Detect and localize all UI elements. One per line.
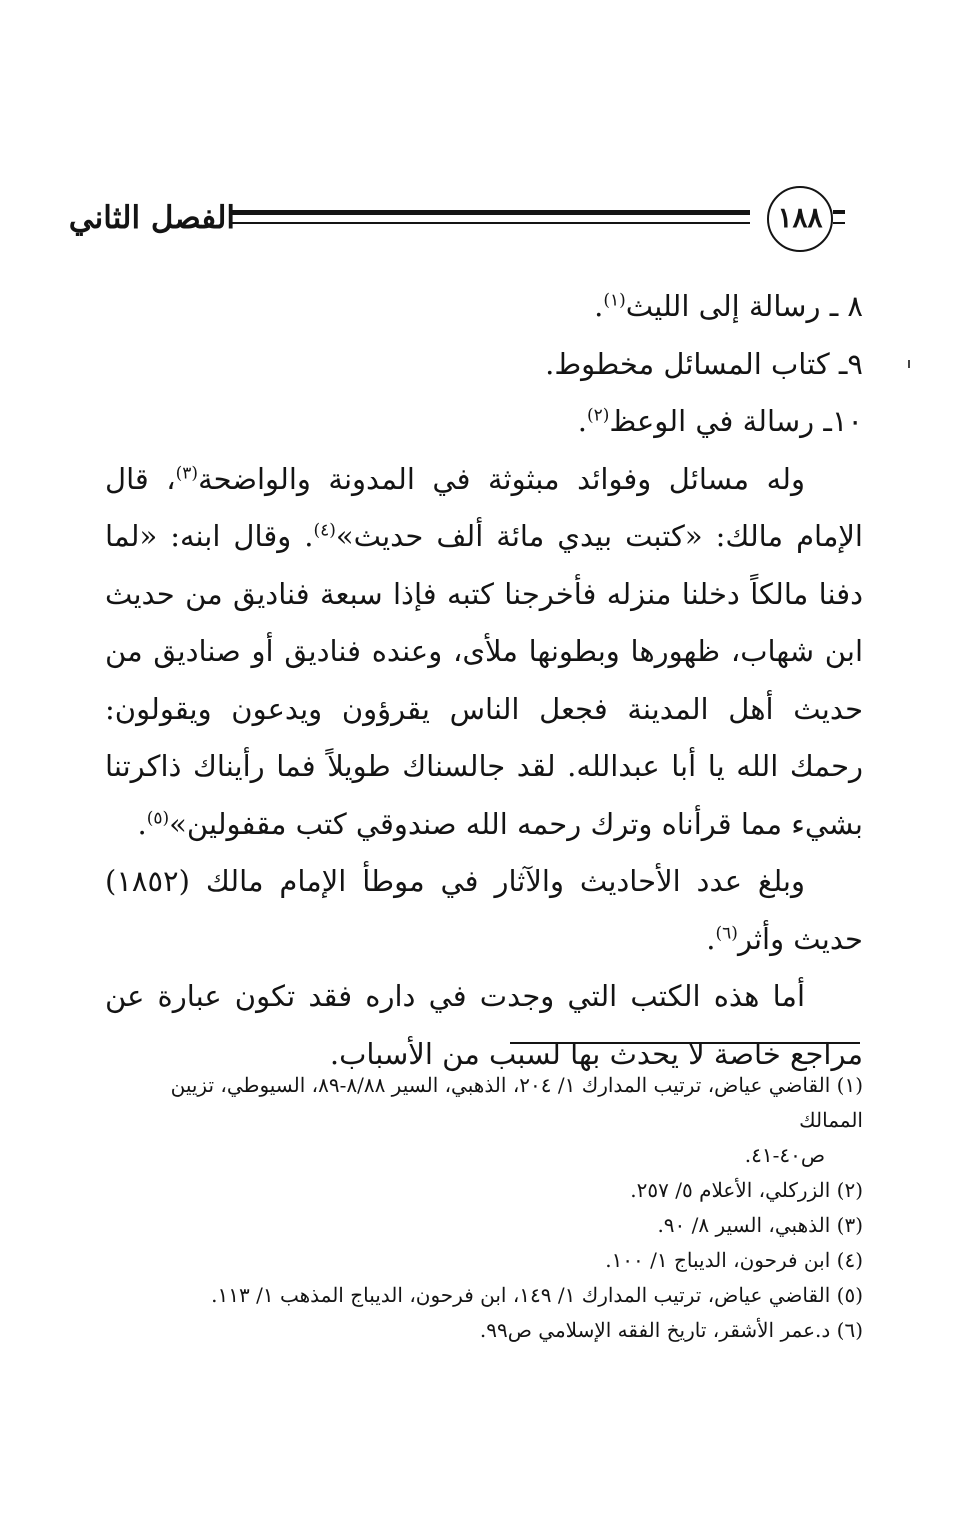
header-rule-end: [833, 210, 845, 224]
paragraph: وبلغ عدد الأحاديث والآثار في موطأ الإمام مالك (١٨٥٢) حديث وأثر$^{(٦)}$.: [105, 864, 863, 956]
footnote: (٥) القاضي عياض، ترتيب المدارك ١/ ١٤٩، ابن فرحون، الديباج المذهب ١/ ١١٣.: [211, 1283, 863, 1307]
margin-mark: [908, 360, 910, 368]
list-item: ٨ ـ رسالة إلى الليث$^{(١)}$.: [594, 289, 863, 323]
paragraph: أما هذه الكتب التي وجدت في داره فقد تكون عبارة عن مراجع خاصة لا يحدث بها لسبب من الأسباب.: [105, 979, 863, 1071]
footnote-ref: (١): [603, 290, 626, 311]
footnote: (٢) الزركلي، الأعلام ٥/ ٢٥٧.: [630, 1178, 863, 1202]
footnote: (٦) د.عمر الأشقر، تاريخ الفقه الإسلامي ص٩٩.: [479, 1318, 863, 1342]
footnotes: [105, 1068, 863, 1348]
footnote-ref: (٢): [587, 405, 610, 426]
header-rule: [230, 210, 750, 224]
page-number: ١٨٨: [767, 186, 833, 252]
footnote-continuation: ص٤٠-٤١.: [744, 1143, 825, 1167]
list-item: ٩ـ كتاب المسائل مخطوط.: [545, 346, 863, 381]
chapter-title: الفصل الثاني: [68, 200, 235, 236]
footnote-ref: (٤): [313, 520, 336, 541]
paragraph: وله مسائل وفوائد مبثوثة في المدونة والواضحة$^{(٣)}$، قال الإمام مالك: «كتبت بيدي مائة ألف حديث»$^{(٤)}$. وقال ابنه: «لما دفنا مالكاً دخلنا منزله فأخرجنا كتبه فإذا سبعة فناديق من حديث ابن شهاب، ظهورها وبطونها ملأى، وعنده فناديق أو صناديق من حديث أهل المدينة فجعل الناس يقرؤون ويدعون ويقولون: رحمك الله يا أبا عبدالله. لقد جالسناك طويلاً فما رأيناك ذاكرتنا بشيء مما قرأناه وترك رحمه الله صندوقي كتب مقفولين»$^{(٥)}$.: [105, 461, 863, 841]
footnote-divider: [510, 1042, 860, 1044]
main-text: [105, 278, 863, 1083]
footnote: (٤) ابن فرحون، الديباج ١/ ١٠٠.: [605, 1248, 863, 1272]
footnote-ref: (٦): [715, 922, 738, 943]
footnote-ref: (٣): [175, 462, 199, 483]
list-item: ١٠ـ رسالة في الوعظ$^{(٢)}$.: [577, 404, 863, 438]
running-header: [68, 188, 845, 248]
footnote: (١) القاضي عياض، ترتيب المدارك ١/ ٢٠٤، الذهبي، السير ٨/٨٨-٨٩، السيوطي، تزيين الممالك: [170, 1073, 863, 1132]
footnote: (٣) الذهبي، السير ٨/ ٩٠.: [657, 1213, 863, 1237]
footnote-ref: (٥): [146, 807, 170, 828]
